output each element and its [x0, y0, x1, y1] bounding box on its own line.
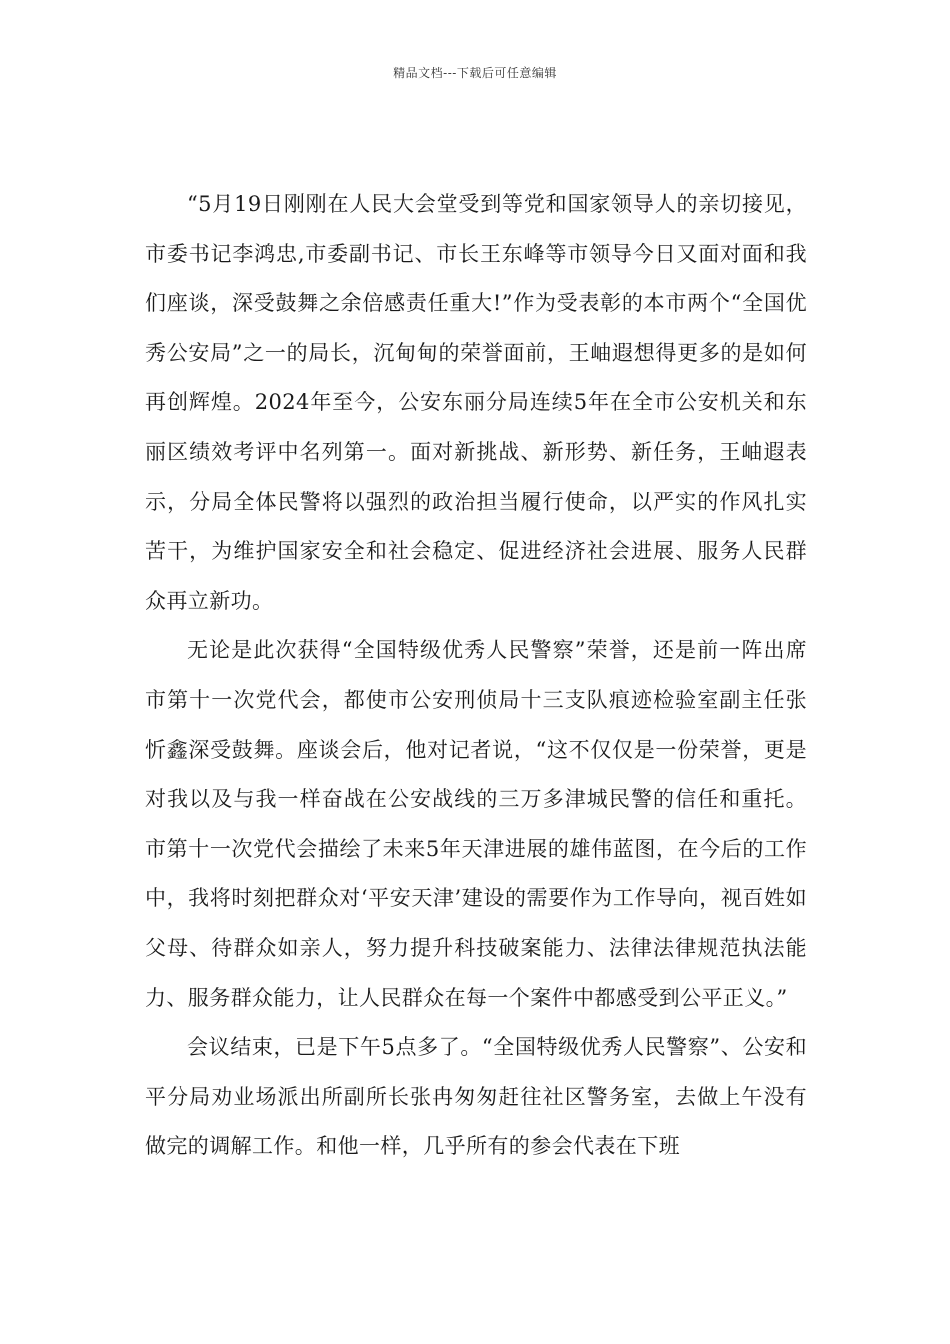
paragraph-2: 无论是此次获得“全国特级优秀人民警察”荣誉，还是前一阵出席市第十一次党代会，都使市公安刑侦局十三支队痕迹检验室副主任张忻鑫深受鼓舞。座谈会后，他对记者说，“这不仅仅是一份荣誉，更是对我以及与我一样奋战在公安战线的三万多津城民警的信任和重托。市第十一次党代会描绘了未来5年天津进展的雄伟蓝图，在今后的工作中，我将时刻把群众对‘平安天津’建设的需要作为工作导向，视百姓如父母、待群众如亲人，努力提升科技破案能力、法律法律规范执法能力、服务群众能力，让人民群众在每一个案件中都感受到公平正义。” [145, 638, 807, 1010]
document-body [145, 180, 807, 1172]
paragraph-3: 会议结束，已是下午5点多了。“全国特级优秀人民警察”、公安和平分局劝业场派出所副所长张冉匆匆赶往社区警务室，去做上午没有做完的调解工作。和他一样，几乎所有的参会代表在下班 [145, 1035, 807, 1159]
paragraph-1: “5月19日刚刚在人民大会堂受到等党和国家领导人的亲切接见，市委书记李鸿忠,市委副书记、市长王东峰等市领导今日又面对面和我们座谈，深受鼓舞之余倍感责任重大!”作为受表彰的本市两个“全国优秀公安局”之一的局长，沉甸甸的荣誉面前，王岫遐想得更多的是如何再创辉煌。2024年至今，公安东丽分局连续5年在全市公安机关和东丽区绩效考评中名列第一。面对新挑战、新形势、新任务，王岫遐表示，分局全体民警将以强烈的政治担当履行使命，以严实的作风扎实苦干，为维护国家安全和社会稳定、促进经济社会进展、服务人民群众再立新功。 [145, 192, 807, 613]
page-header: 精品文档---下载后可任意编辑 [393, 66, 557, 80]
